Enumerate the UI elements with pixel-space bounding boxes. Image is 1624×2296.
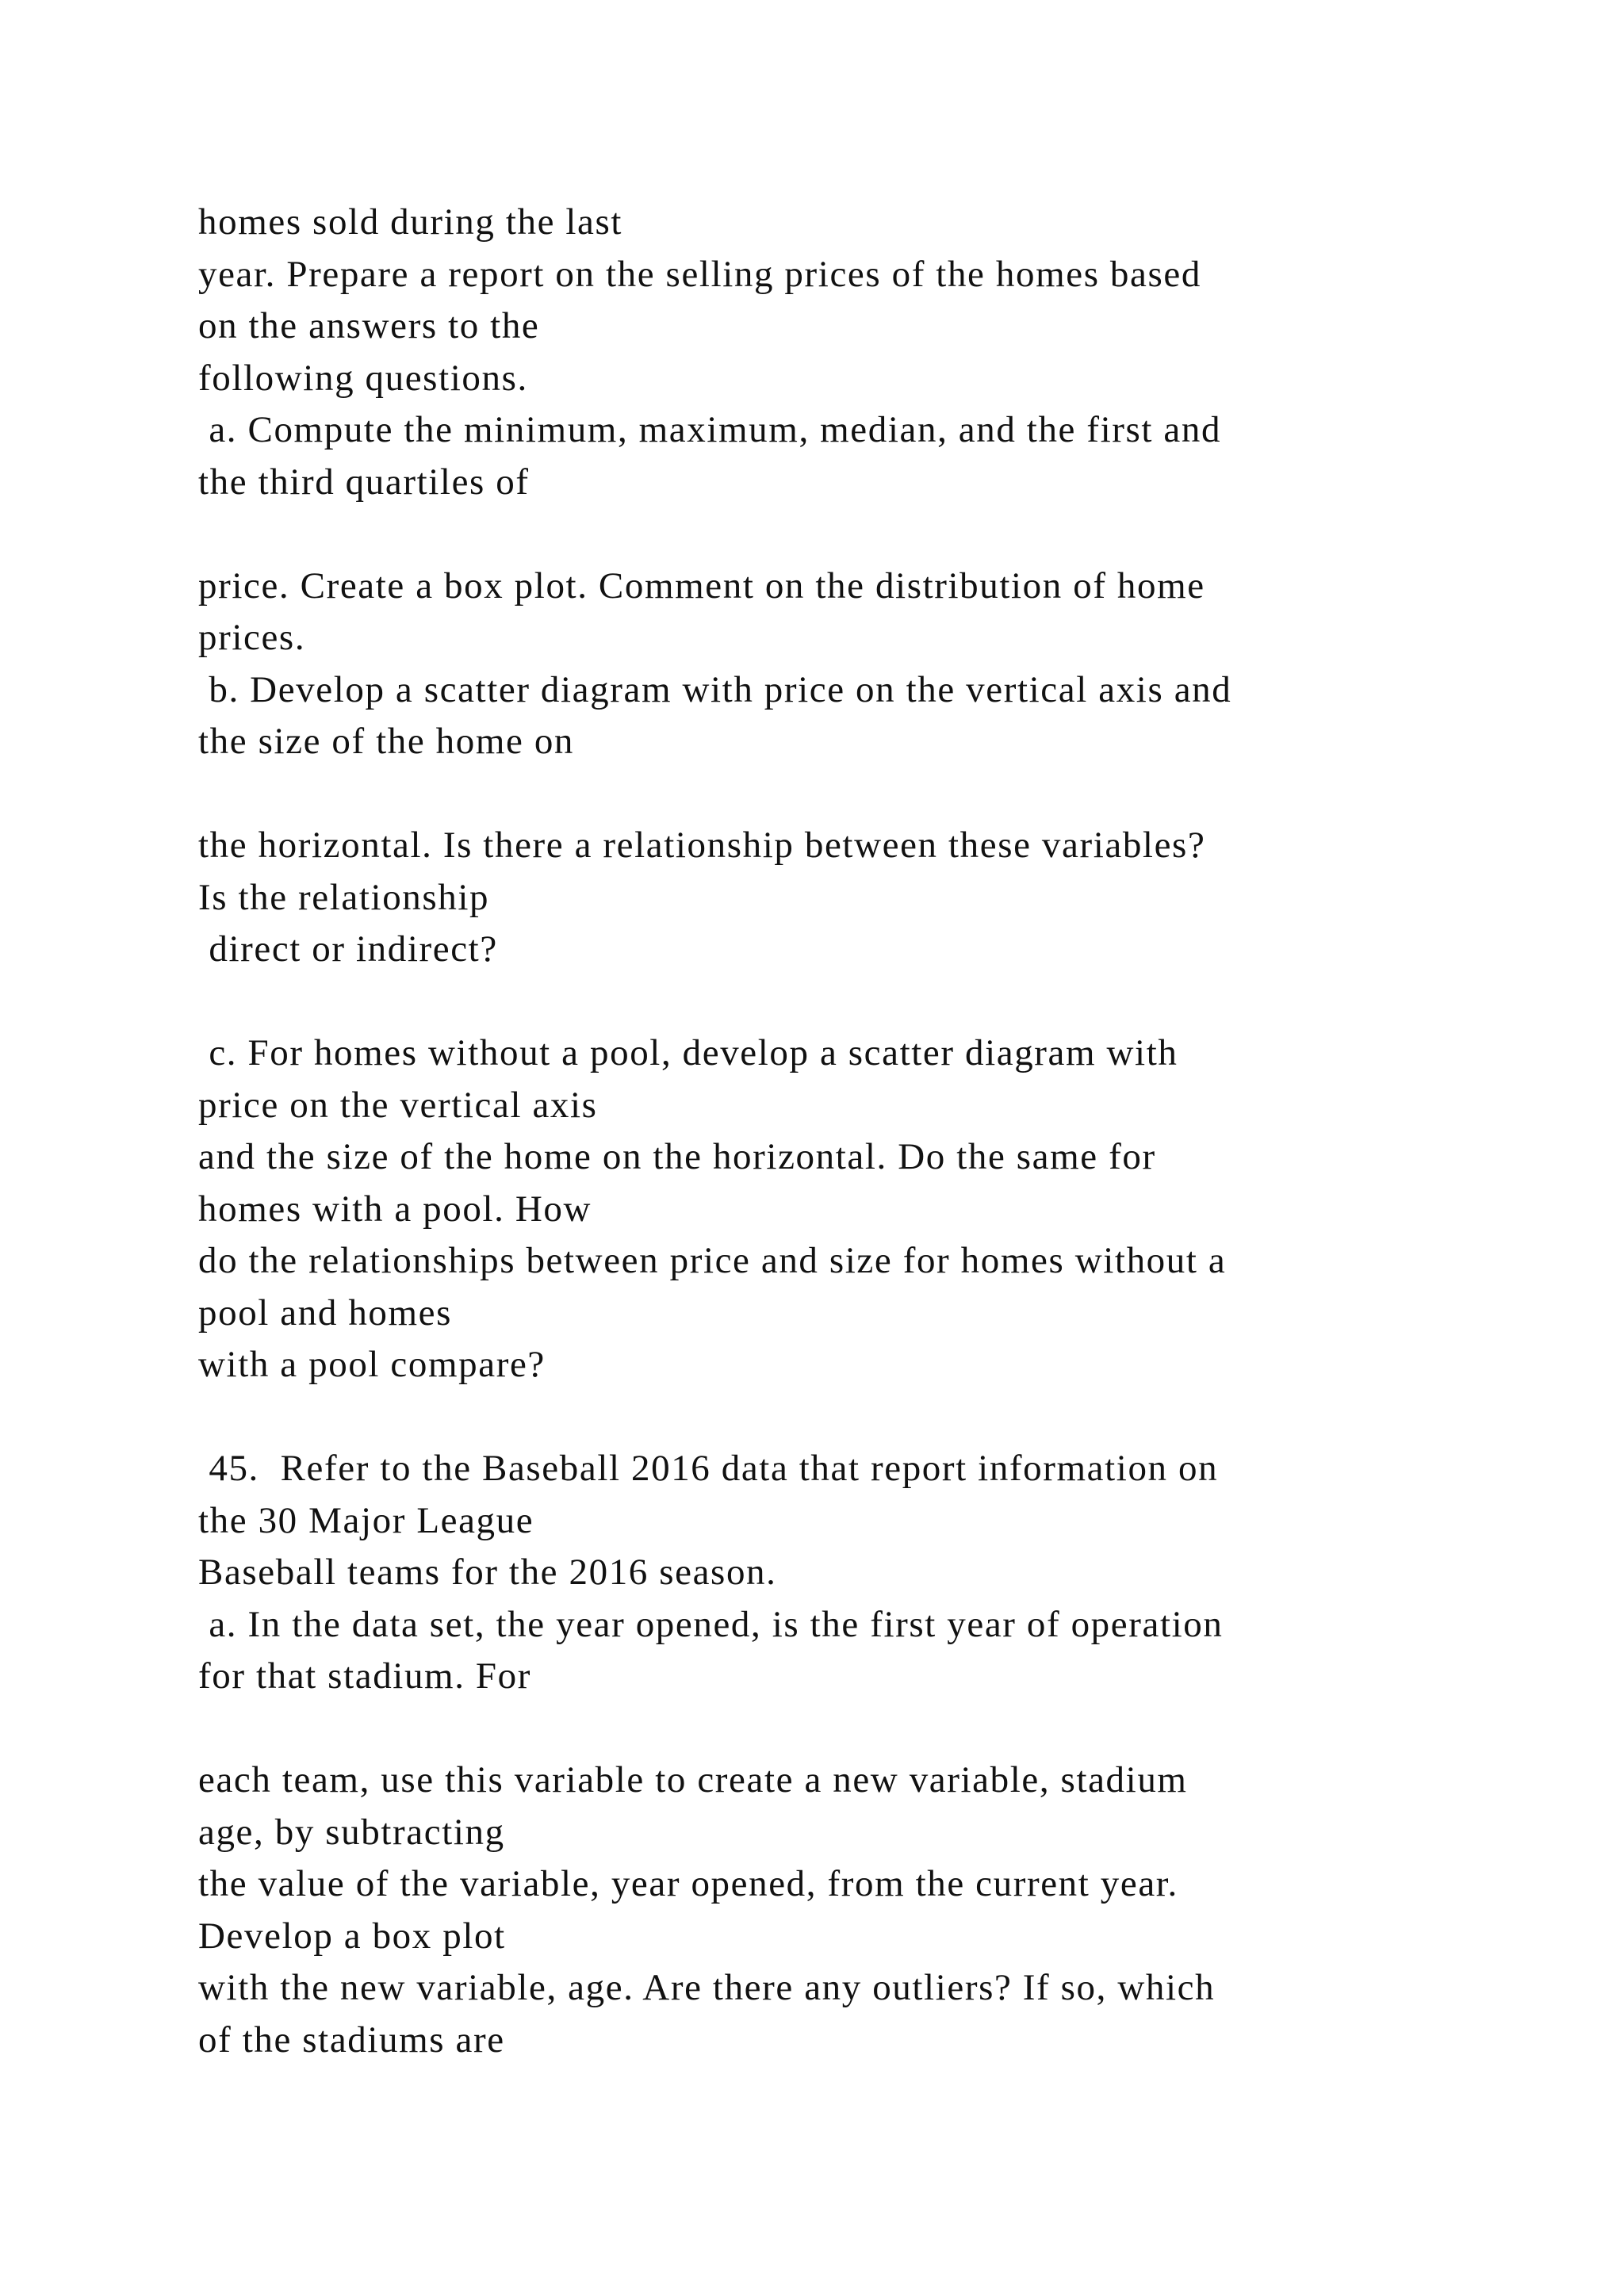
text-line: Develop a box plot bbox=[198, 1915, 506, 1957]
text-line: price. Create a box plot. Comment on the distribution of home bbox=[198, 564, 1205, 607]
text-line: prices. bbox=[198, 617, 306, 658]
text-line: the horizontal. Is there a relationship between these variables? bbox=[198, 825, 1206, 866]
text-line: the size of the home on bbox=[198, 721, 575, 762]
blank-line bbox=[198, 1703, 1499, 1755]
text-line: homes with a pool. How bbox=[198, 1188, 592, 1230]
text-line: the 30 Major League bbox=[198, 1499, 534, 1541]
text-line: of the stadiums are bbox=[198, 2019, 505, 2061]
text-line: each team, use this variable to create a new variable, stadium bbox=[198, 1759, 1188, 1800]
text-line: and the size of the home on the horizontal. Do the same for bbox=[198, 1136, 1156, 1177]
text-line: direct or indirect? bbox=[198, 928, 498, 970]
text-line: do the relationships between price and size for homes without a bbox=[198, 1240, 1227, 1281]
text-line: the value of the variable, year opened, from the current year. bbox=[198, 1863, 1178, 1904]
text-line: following questions. bbox=[198, 357, 528, 399]
blank-line bbox=[198, 768, 1499, 821]
text-line: 45. Refer to the Baseball 2016 data that report information on bbox=[198, 1448, 1219, 1489]
text-line: age, by subtracting bbox=[198, 1811, 505, 1853]
text-line: a. Compute the minimum, maximum, median, and the first and bbox=[198, 409, 1222, 450]
text-line: c. For homes without a pool, develop a scatter diagram with bbox=[198, 1032, 1178, 1073]
text-line: year. Prepare a report on the selling prices of the homes based bbox=[198, 253, 1201, 295]
document-text bbox=[198, 197, 1499, 2066]
text-line: on the answers to the bbox=[198, 305, 540, 346]
text-line: Baseball teams for the 2016 season. bbox=[198, 1552, 777, 1593]
text-line: with the new variable, age. Are there any outliers? If so, which bbox=[198, 1967, 1216, 2008]
blank-line bbox=[198, 508, 1499, 561]
text-line: the third quartiles of bbox=[198, 461, 530, 503]
blank-line bbox=[198, 1391, 1499, 1444]
text-line: with a pool compare? bbox=[198, 1344, 546, 1385]
text-line: a. In the data set, the year opened, is the first year of operation bbox=[198, 1603, 1224, 1645]
text-line: homes sold during the last bbox=[198, 201, 623, 243]
text-line: b. Develop a scatter diagram with price on the vertical axis and bbox=[198, 668, 1232, 710]
text-line: Is the relationship bbox=[198, 876, 490, 918]
text-line: pool and homes bbox=[198, 1292, 453, 1334]
blank-line bbox=[198, 976, 1499, 1028]
text-line: price on the vertical axis bbox=[198, 1084, 598, 1126]
text-line: for that stadium. For bbox=[198, 1655, 531, 1697]
